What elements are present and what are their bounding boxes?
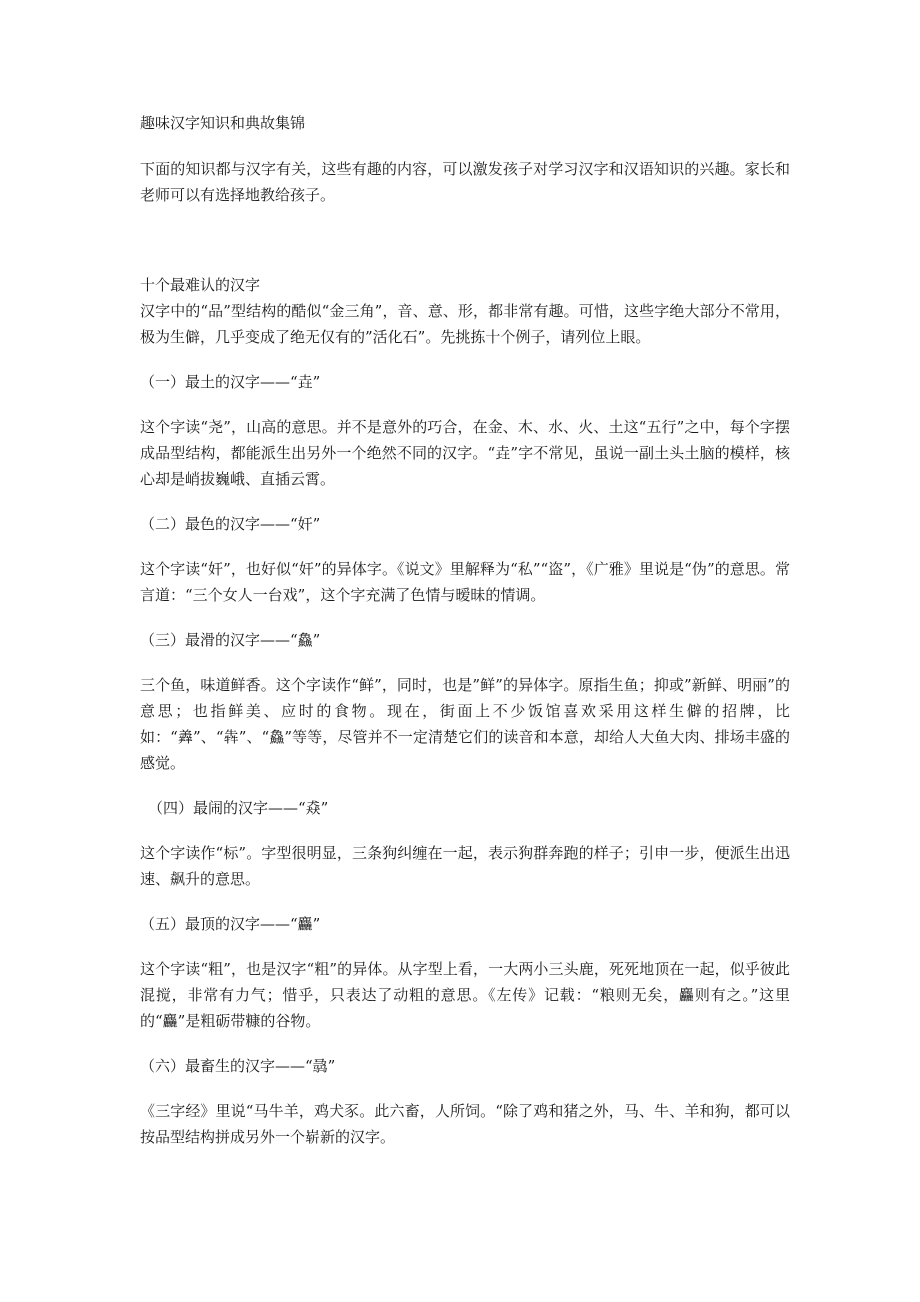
intro-paragraph: 下面的知识都与汉字有关，这些有趣的内容，可以激发孩子对学习汉字和汉语知识的兴趣。家长和老师可以有选择地教给孩子。 bbox=[140, 160, 790, 204]
item-heading-6: （六）最畜生的汉字——“骉” bbox=[140, 1057, 336, 1075]
item-body-3: 三个鱼，味道鲜香。这个字读作“鲜”，同时，也是”鲜”的异体字。原指生鱼；抑或”新鲜、明丽”的意思；也指鲜美、应时的食物。现在，街面上不少饭馆喜欢采用这样生僻的招牌，比如：“羴”、“犇”、“鱻”等等，尽管并不一定清楚它们的读音和本意，却给人大鱼大肉、排场丰盛的感觉。 bbox=[140, 676, 790, 772]
document-title: 趣味汉字知识和典故集锦 bbox=[140, 114, 306, 132]
item-heading-1: （一）最土的汉字——“垚” bbox=[140, 373, 321, 391]
section-intro-paragraph: 汉字中的“品”型结构的酷似“金三角”，音、意、形，都非常有趣。可惜，这些字绝大部分不常用，极为生僻，几乎变成了绝无仅有的”活化石”。先挑拣十个例子，请列位上眼。 bbox=[140, 302, 790, 346]
item-body-1: 这个字读“尧”，山高的意思。并不是意外的巧合，在金、木、水、火、土这“五行”之中，每个字摆成品型结构，都能派生出另外一个绝然不同的汉字。“垚”字不常见，虽说一副土头土脑的模样，核心却是峭拔巍峨、直插云霄。 bbox=[140, 418, 790, 488]
item-heading-2: （二）最色的汉字——“奸” bbox=[140, 515, 321, 533]
document-page bbox=[140, 108, 790, 1169]
item-body-2: 这个字读“奸”，也好似“奸”的异体字。《说文》里解释为“私”“盗”，《广雅》里说是“伪”的意思。常言道：“三个女人一台戏”，这个字充满了色情与暧昧的情调。 bbox=[140, 560, 790, 604]
item-body-5: 这个字读“粗”，也是汉字“粗”的异体。从字型上看，一大两小三头鹿，死死地顶在一起，似乎彼此混搅，非常有力气；惜乎，只表达了动粗的意思。《左传》记载：“粮则无矣，麤则有之。”这里的“麤”是粗砺带糠的谷物。 bbox=[140, 960, 790, 1030]
item-body-6: 《三字经》里说“马牛羊，鸡犬豕。此六畜，人所饲。“除了鸡和猪之外，马、牛、羊和狗，都可以按品型结构拼成另外一个崭新的汉字。 bbox=[140, 1102, 790, 1146]
item-heading-5: （五）最顶的汉字——“麤” bbox=[140, 915, 321, 933]
item-body-4: 这个字读作“标”。字型很明显，三条狗纠缠在一起，表示狗群奔跑的样子；引申一步，便派生出迅速、飙升的意思。 bbox=[140, 844, 790, 888]
section-title: 十个最难认的汉字 bbox=[140, 276, 261, 294]
item-heading-3: （三）最滑的汉字——“鱻” bbox=[140, 631, 321, 649]
item-heading-4: （四）最闹的汉字——“猋” bbox=[148, 799, 329, 817]
